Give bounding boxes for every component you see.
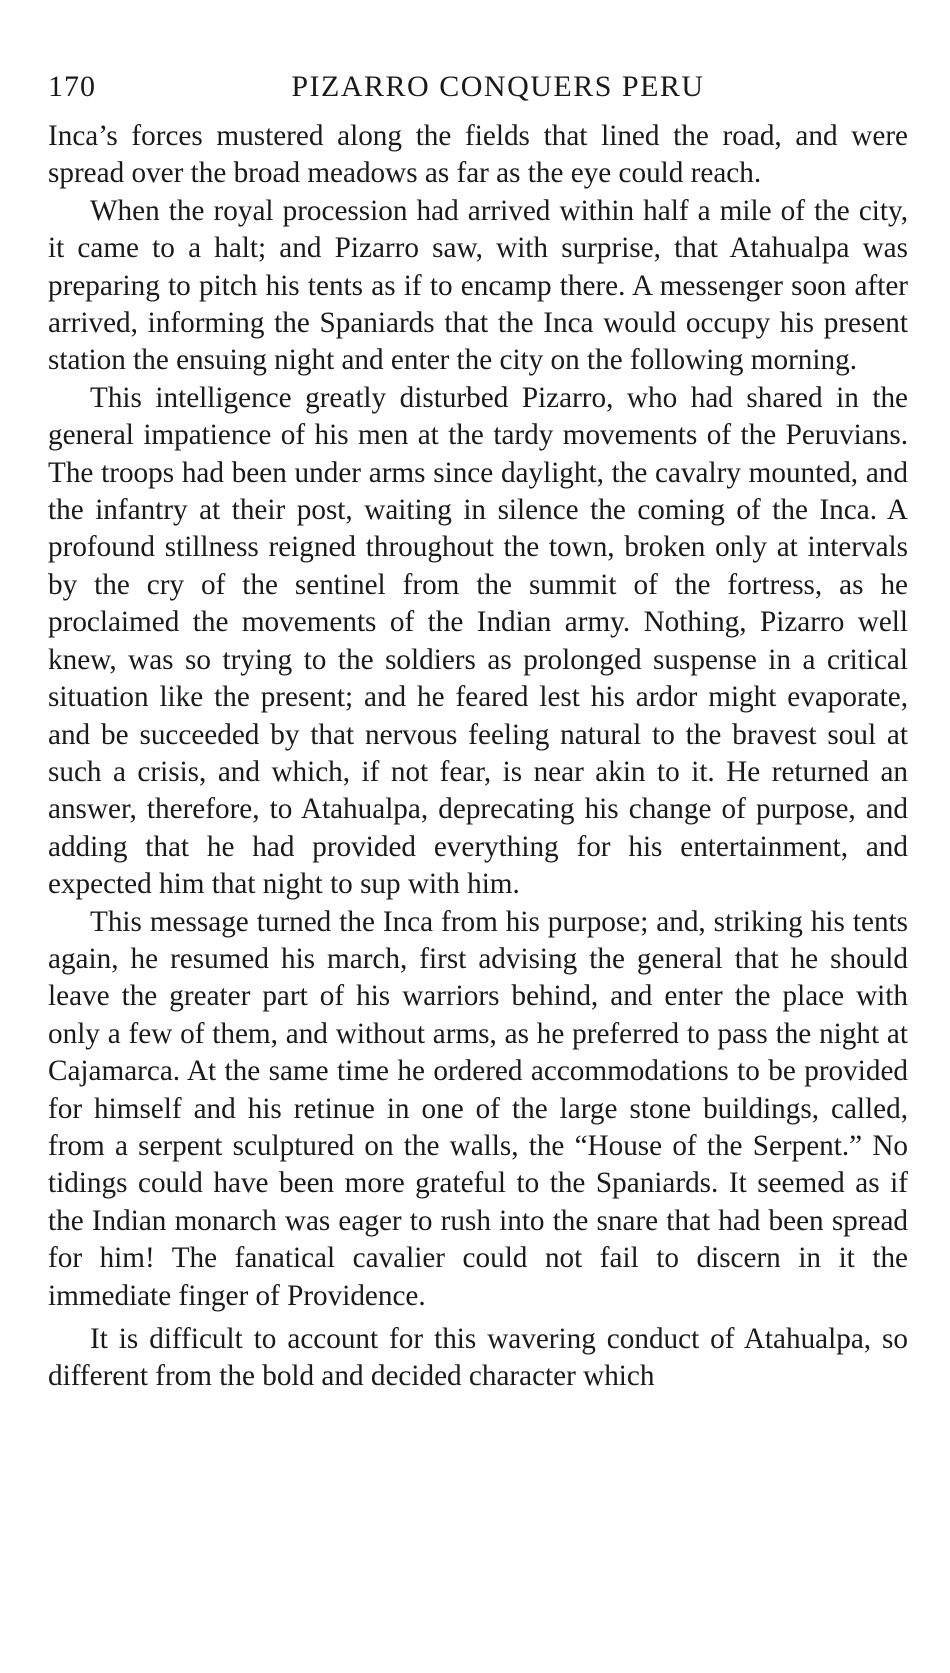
body-text (48, 118, 908, 1396)
paragraph: When the royal procession had arrived within half a mile of the city, it came to a halt; and Pizarro saw, with surprise, that Atahualpa was preparing to pitch his tents as if to encamp there. A messenger soon after arrived, informing the Spaniards that the Inca would occupy his present station the ensuing night and enter the city on the following morning. (48, 194, 908, 377)
running-title: PIZARRO CONQUERS PERU (291, 70, 705, 103)
paragraph: Inca’s forces mustered along the fields that lined the road, and were spread over the broad meadows as far as the eye could reach. (48, 120, 908, 190)
book-page (48, 62, 908, 1396)
paragraph: This message turned the Inca from his purpose; and, striking his tents again, he resumed his march, first advising the general that he should leave the greater part of his warriors behind, and enter the place with only a few of them, and without arms, as he preferred to pass the night at Cajamarca. At the same time he ordered accommodations to be provided for himself and his retinue in one of the large stone buildings, called, from a serpent sculptured on the walls, the “House of the Serpent.” No tidings could have been more grateful to the Spaniards. It seemed as if the Indian monarch was eager to rush into the snare that had been spread for him! The fanatical cavalier could not fail to discern in it the immediate finger of Providence. (48, 905, 908, 1312)
page-number: 170 (48, 70, 96, 103)
paragraph: This intelligence greatly disturbed Pizarro, who had shared in the general impatience of his men at the tardy movements of the Peruvians. The troops had been under arms since daylight, the cavalry mounted, and the infantry at their post, waiting in silence the coming of the Inca. A profound stillness reigned throughout the town, broken only at intervals by the cry of the sentinel from the summit of the fortress, as he proclaimed the movements of the Indian army. Nothing, Pizarro well knew, was so trying to the soldiers as prolonged suspense in a critical situation like the present; and he feared lest his ardor might evaporate, and be succeeded by that nervous feeling natural to the bravest soul at such a crisis, and which, if not fear, is near akin to it. He returned an answer, therefore, to Atahualpa, deprecating his change of purpose, and adding that he had provided everything for his entertainment, and expected him that night to sup with him. (48, 381, 908, 901)
page-header (48, 62, 908, 118)
paragraph: It is difficult to account for this wavering conduct of Atahualpa, so different from the bold and decided character which (48, 1323, 908, 1393)
